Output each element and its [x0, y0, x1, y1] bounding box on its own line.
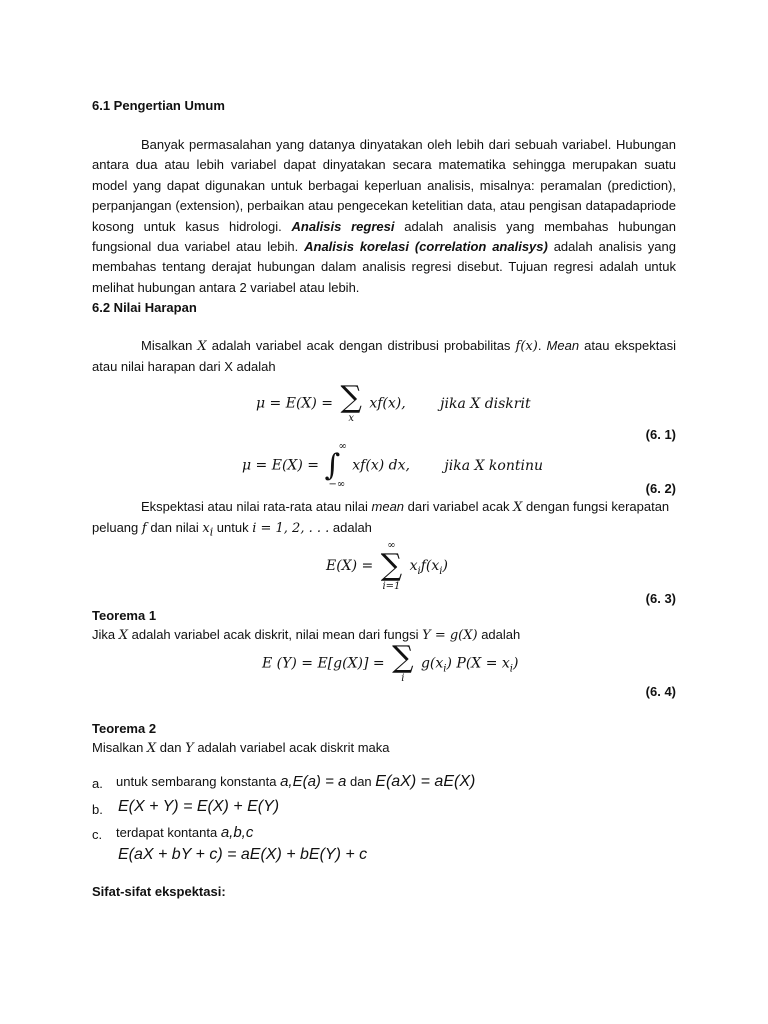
teorema-2-title: Teorema 2 — [92, 721, 157, 736]
text: adalah — [329, 520, 372, 535]
teorema-2-statement — [92, 740, 390, 756]
var-X: X — [513, 500, 523, 515]
equation-number-6-2: (6. 2) — [645, 481, 676, 496]
var-X: X — [197, 339, 207, 354]
eq-body: ) P(X = x — [446, 655, 510, 672]
equation-number-6-3: (6. 3) — [645, 591, 676, 606]
list-label-a: a. — [92, 776, 103, 791]
sum-subscript: x — [348, 413, 355, 424]
eq-lhs: μ = E(X) = — [242, 457, 324, 474]
var-X: X — [118, 628, 128, 643]
text: dari variabel acak — [404, 499, 514, 514]
sum-symbol — [381, 540, 402, 592]
term-analisis-korelasi: Analisis korelasi (correlation analisys) — [304, 239, 548, 255]
integral-symbol — [324, 441, 346, 490]
var-f: f — [141, 521, 147, 536]
sub-i: i — [443, 663, 447, 675]
equation-linearity: E(aX + bY + c) = aE(X) + bE(Y) + c — [118, 846, 368, 863]
text: adalah analisis yang membahas hubungan fungsional dua variabel atau lebih. — [92, 218, 677, 255]
sum-upper: ∞ — [387, 540, 396, 551]
list-item-b: E(X + Y) = E(X) + E(Y) — [118, 798, 280, 815]
eq-body: ) — [513, 655, 519, 672]
section-heading-6-2: 6.2 Nilai Harapan — [92, 300, 197, 315]
eq-condition: jika X kontinu — [444, 457, 543, 474]
sum-symbol — [340, 380, 362, 424]
text: adalah analisis yang membahas tentang derajat hubungan dalam analisis regresi disebut. Tujuan regresi adalah untuk melihat hubungan antara 2 variabel atau lebih. — [92, 239, 676, 295]
text: terdapat kontanta — [116, 825, 221, 840]
eq-condition: jika X diskrit — [440, 395, 531, 412]
paragraph-pengertian-umum — [92, 135, 676, 298]
text: Misalkan — [141, 338, 198, 353]
paragraph-ekspektasi-line1 — [141, 499, 669, 515]
sub-i: i — [417, 565, 421, 577]
teorema-1-statement — [92, 627, 520, 643]
eq-body: f(x — [420, 558, 440, 574]
text: peluang — [92, 520, 142, 535]
list-item-c — [116, 824, 253, 841]
text: adalah variabel acak diskrit, nilai mean dari fungsi — [128, 627, 423, 642]
text: dan — [346, 774, 376, 789]
integral-lower: −∞ — [328, 479, 346, 490]
equation-6-4 — [262, 640, 519, 684]
term-mean: mean — [371, 499, 405, 514]
text: atau ekspektasi atau nilai harapan dari X adalah — [92, 338, 676, 375]
paragraph-nilai-harapan — [92, 336, 676, 378]
integral: ∫ — [324, 448, 341, 483]
math-aX: E(aX) = aE(X) — [375, 773, 476, 790]
text: Banyak permasalahan yang datanya dinyatakan oleh lebih dari sebuah variabel. Hubungan antara dua atau lebih variabel dapat dinyatakan secara matematika sehingga merupakan suatu model yang dapat digunakan untuk berbagai keperluan analisis, misalnya: peramalan (prediction), perpanjangan (extension), perbaikan atau pengecekan ketelitian data, atau pengisan datapadapriode kosong untuk kasus hidrologi. — [92, 137, 676, 234]
text: Misalkan — [92, 740, 147, 755]
equation-number-6-4: (6. 4) — [645, 684, 676, 699]
text: dan — [156, 740, 186, 755]
sub-i: i — [439, 565, 443, 577]
eq-lhs: E (Y) = E[g(X)] = — [262, 655, 390, 672]
teorema-1-title: Teorema 1 — [92, 608, 157, 623]
text: untuk sembarang konstanta — [116, 774, 281, 789]
var-Y: Y — [185, 741, 194, 756]
fx: f(x) — [515, 339, 538, 354]
text: dan nilai — [146, 520, 203, 535]
var-i-range: i = 1, 2, . . . — [252, 521, 330, 536]
sum-symbol — [392, 640, 414, 684]
math-a: a,E(a) = a — [280, 773, 347, 790]
xi-sub: i — [209, 525, 214, 539]
sum-lower: i=1 — [382, 581, 401, 592]
text: dengan fungsi kerapatan — [522, 499, 670, 514]
text: . — [537, 338, 547, 353]
var-X: X — [146, 741, 157, 756]
sub-i: i — [509, 663, 513, 675]
sum-subscript: i — [401, 673, 405, 684]
sigma: ∑ — [392, 640, 414, 675]
text: adalah variabel acak dengan distribusi probabilitas — [206, 338, 516, 353]
math-abc: a,b,c — [220, 824, 254, 841]
text: adalah variabel acak diskrit maka — [193, 740, 390, 755]
eq-body: x — [409, 558, 418, 574]
eq-body: xf(x) dx, — [352, 457, 410, 474]
equation-6-1 — [256, 380, 531, 424]
text: Ekspektasi atau nilai rata-rata atau nilai — [141, 499, 372, 514]
equation-6-2 — [242, 441, 543, 490]
eq-body: ) — [442, 558, 448, 574]
text: Jika — [92, 627, 119, 642]
section-heading-6-1: 6.1 Pengertian Umum — [92, 98, 225, 113]
eq-lhs: E(X) = — [326, 558, 378, 574]
var-Y: Y = g(X) — [422, 628, 478, 643]
list-label-b: b. — [92, 802, 103, 817]
eq-body: g(x — [420, 655, 444, 672]
term-analisis-regresi: Analisis regresi — [291, 218, 395, 234]
text: adalah — [477, 627, 521, 642]
text: untuk — [213, 520, 253, 535]
eq-body: xf(x), — [369, 395, 406, 412]
equation-number-6-1: (6. 1) — [645, 427, 676, 442]
sigma: ∑ — [340, 380, 362, 415]
eq-lhs: μ = E(X) = — [256, 395, 338, 412]
sigma: ∑ — [380, 548, 403, 583]
integral-upper: ∞ — [338, 441, 347, 452]
equation-6-3 — [326, 540, 448, 592]
sifat-ekspektasi-heading: Sifat-sifat ekspektasi: — [92, 884, 226, 899]
var-xi — [202, 521, 214, 539]
term-mean: Mean — [546, 338, 580, 353]
paragraph-ekspektasi-line2 — [92, 520, 372, 539]
list-label-c: c. — [92, 827, 103, 842]
xi-base: x — [202, 521, 210, 536]
list-item-a — [116, 773, 475, 791]
